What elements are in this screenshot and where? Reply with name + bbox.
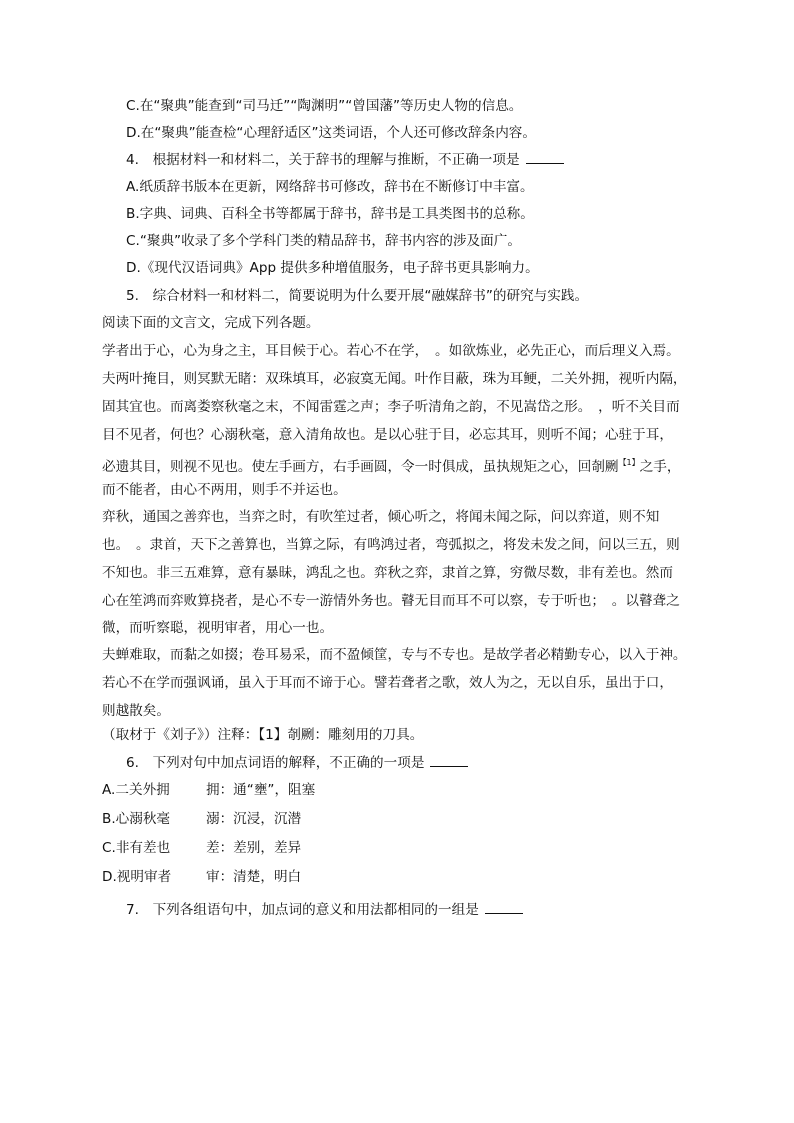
- passage-line: 夫蝉难取，而黏之如掇；卷耳易采，而不盈倾筐，专与不专也。是故学者必精勤专心，以入于神。: [102, 647, 687, 663]
- passage-line: 目不见者，何也？心溺秋毫，意入清角故也。是以心驻于目，必忘其耳，则听不闻；心驻于耳，: [102, 427, 673, 443]
- q6-option-c: [102, 835, 301, 861]
- passage-line: 微，而听察聪，视明审者，用心一也。: [102, 620, 334, 636]
- q4-option-a: A.纸质辞书版本在更新，网络辞书可修改，辞书在不断修订中丰富。: [126, 179, 534, 195]
- passage-text: 之手，: [639, 459, 681, 475]
- q3-option-d: D.在“聚典”能查检“心理舒适区”这类词语，个人还可修改辞条内容。: [126, 125, 536, 141]
- passage-line: 则越散矣。: [102, 703, 170, 719]
- question-5: 5. 综合材料一和材料二，简要说明为什么要开展“融媒辞书”的研究与实践。: [126, 288, 589, 304]
- passage-line: 也。 。隶首，天下之善算也，当算之际，有鸣鸿过者，弯弧拟之，将发未发之间，问以三五，则: [102, 537, 680, 553]
- question-6: [126, 750, 468, 776]
- answer-blank: [485, 899, 523, 914]
- question-6-text: 6. 下列对句中加点词语的解释，不正确的一项是: [126, 755, 425, 771]
- option-item: C.非有差也: [102, 840, 171, 856]
- option-item: B.心溺秋毫: [102, 811, 171, 827]
- option-gloss: 审：清楚，明白: [206, 869, 302, 885]
- passage-line: 固其宜也。而离娄察秋毫之末，不闻雷霆之声；李子听清角之韵，不见嵩岱之形。 ，听不关目而: [102, 399, 680, 415]
- footnote-marker: 【1】: [618, 458, 640, 467]
- option-gloss: 溺：沉浸，沉潜: [206, 811, 302, 827]
- q6-option-d: [102, 864, 301, 890]
- q3-option-c: C.在“聚典”能查到“司马迁”“陶渊明”“曾国藩”等历史人物的信息。: [126, 98, 523, 114]
- passage-line: 而不能者，由心不两用，则手不并运也。: [102, 482, 347, 498]
- option-item: A.二关外拥: [102, 782, 170, 798]
- question-4: [126, 147, 564, 173]
- q6-option-a: [102, 777, 315, 803]
- passage-text: 必遗其目，则视不见也。使左手画方，右手画圆，令一时俱成，虽执规矩之心，回剞劂: [102, 459, 619, 475]
- question-4-text: 4. 根据材料一和材料二，关于辞书的理解与推断，不正确一项是: [126, 152, 520, 168]
- passage-line: 学者出于心，心为身之主，耳目候于心。若心不在学， 。如欲炼业，必先正心，而后理义入焉。: [102, 343, 680, 359]
- question-7: [126, 897, 523, 923]
- q4-option-d: D.《现代汉语词典》App 提供多种增值服务，电子辞书更具影响力。: [126, 260, 539, 276]
- option-gloss: 差：差别，差异: [206, 840, 302, 856]
- q4-option-b: B.字典、词典、百科全书等都属于辞书，辞书是工具类图书的总称。: [126, 206, 534, 222]
- q4-option-c: C.“聚典”收录了多个学科门类的精品辞书，辞书内容的涉及面广。: [126, 233, 521, 249]
- passage-line: 心在笙鸿而弈败算挠者，是心不专一游情外务也。瞽无目而耳不可以察，专于听也； 。以瞽聋之: [102, 593, 680, 609]
- passage-line: [102, 450, 680, 476]
- source-note: （取材于《刘子》）注释：【1】剞劂：雕刻用的刀具。: [102, 727, 424, 743]
- option-item: D.视明审者: [102, 869, 172, 885]
- passage-line: 弈秋，通国之善弈也，当弈之时，有吹笙过者，倾心听之，将闻未闻之际，问以弈道，则不知: [102, 509, 660, 525]
- option-gloss: 拥：通“壅”，阻塞: [206, 782, 316, 798]
- reading-intro: 阅读下面的文言文，完成下列各题。: [102, 315, 320, 331]
- q6-option-b: [102, 806, 301, 832]
- passage-line: 夫两叶掩目，则冥默无睹：双珠填耳，必寂寞无闻。叶作目蔽，珠为耳鲠，二关外拥，视听内隔，: [102, 371, 687, 387]
- question-7-text: 7. 下列各组语句中，加点词的意义和用法都相同的一组是: [126, 902, 479, 918]
- answer-blank: [430, 752, 468, 767]
- passage-line: 不知也。非三五难算，意有暴昧，鸿乱之也。弈秋之弈，隶首之算，穷微尽数，非有差也。然而: [102, 565, 673, 581]
- answer-blank: [526, 149, 564, 164]
- passage-line: 若心不在学而强讽诵，虽入于耳而不谛于心。譬若聋者之歌，效人为之，无以自乐，虽出于口，: [102, 675, 673, 691]
